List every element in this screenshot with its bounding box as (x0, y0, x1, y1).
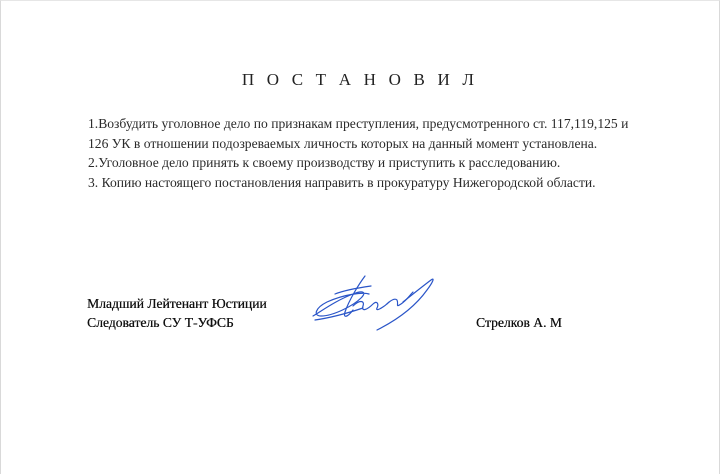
signatory-details (87, 294, 267, 332)
signatory-rank: Младший Лейтенант Юстиции (87, 296, 267, 311)
paragraph-3: 3. Копию настоящего постановления направить в прокуратуру Нижегородской области. (88, 174, 596, 190)
handwritten-signature (305, 266, 440, 338)
signatory-position: Следователь СУ Т-УФСБ (87, 315, 234, 330)
signatory-name: Стрелков А. М (476, 315, 562, 330)
document-body (88, 114, 648, 192)
paragraph-2: 2.Уголовное дело принять к своему производству и приступить к расследованию. (88, 155, 561, 170)
document-title: П О С Т А Н О В И Л (241, 70, 479, 89)
paragraph-1: 1.Возбудить уголовное дело по признакам преступления, предусмотренного ст. 117,119,125 и 126 УК в отношении подозреваемых личность которых на данный момент установлена. (88, 116, 629, 151)
